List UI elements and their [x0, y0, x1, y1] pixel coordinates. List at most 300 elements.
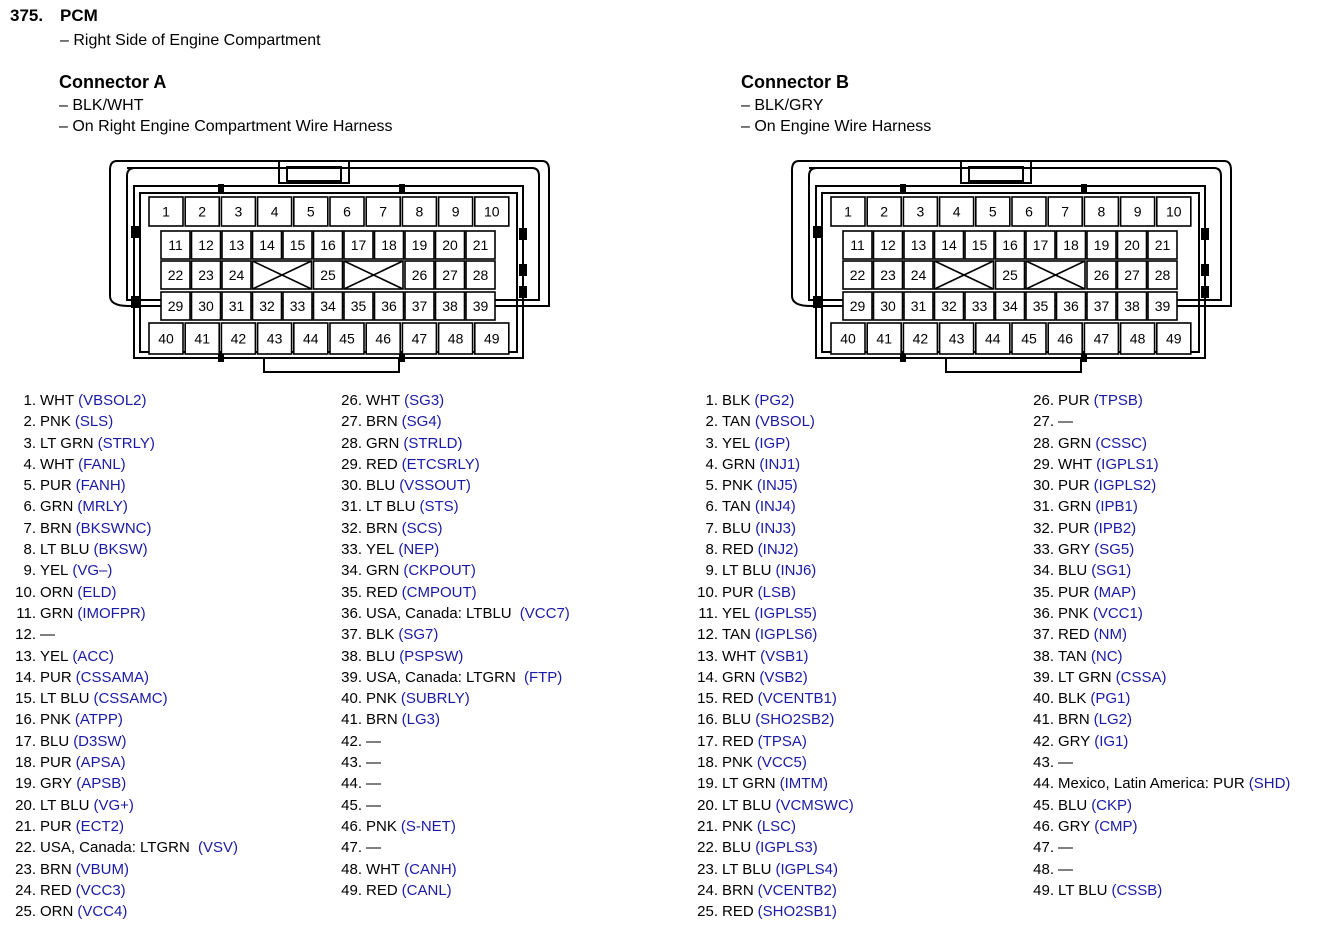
- connector-b-pin-list-left: [692, 390, 854, 922]
- wire-color: GRN: [40, 498, 74, 516]
- pin-list-item: [1028, 624, 1290, 645]
- pin-list-item: [336, 773, 570, 794]
- signal-name: (SHD): [1248, 775, 1291, 793]
- pin-number: 40.: [1033, 690, 1054, 708]
- connector-b-notch: [813, 296, 821, 308]
- pin-list-item: [1028, 539, 1290, 560]
- connector-a-cavity-number: 4: [270, 203, 279, 220]
- wire-color: PNK: [1058, 604, 1089, 622]
- connector-b-cavity-number: 3: [916, 203, 925, 220]
- wire-color: PUR: [40, 668, 72, 686]
- pin-number: 30.: [1033, 477, 1054, 495]
- pin-number: 23.: [697, 860, 718, 878]
- pin-list-item: [10, 539, 238, 560]
- pin-list-item: [10, 688, 238, 709]
- signal-name: (INJ6): [775, 562, 817, 580]
- connector-a-cavity-number: 34: [320, 298, 336, 314]
- pin-list-item: [692, 752, 854, 773]
- wire-color: RED: [1058, 626, 1090, 644]
- pin-list-item: [1028, 433, 1290, 454]
- connector-a-cavity-number: 33: [289, 298, 306, 314]
- pin-number: 30.: [341, 477, 362, 495]
- wire-color: GRY: [1058, 817, 1091, 835]
- signal-name: (NM): [1093, 626, 1127, 644]
- signal-name: (CSSA): [1115, 668, 1167, 686]
- signal-name: (ACC): [72, 647, 115, 665]
- pin-list-item: [692, 518, 854, 539]
- pin-number: 2.: [705, 413, 718, 431]
- signal-name: (SUBRLY): [400, 690, 470, 708]
- pin-number: 42.: [341, 732, 362, 750]
- pin-number: 31.: [341, 498, 362, 516]
- wire-color: BLK: [1058, 690, 1087, 708]
- pin-list-item: [336, 454, 570, 475]
- pin-number: 8.: [23, 541, 36, 559]
- signal-name: (CMPOUT): [401, 583, 477, 601]
- wire-color: BRN: [40, 860, 72, 878]
- component-location: – Right Side of Engine Compartment: [60, 32, 321, 49]
- pin-number: 16.: [15, 711, 36, 729]
- connector-b-cavity-number: 32: [941, 298, 957, 314]
- wire-color: LT BLU: [40, 690, 90, 708]
- pin-list-item: [10, 795, 238, 816]
- wire-color: LT BLU: [366, 498, 416, 516]
- pin-list-item: [692, 433, 854, 454]
- connector-b-cavity-number: 44: [985, 330, 1001, 347]
- wire-color: USA, Canada: LTGRN: [366, 668, 520, 686]
- signal-name: (VG–): [72, 562, 113, 580]
- signal-name: (FANL): [78, 455, 126, 473]
- connector-b-cavity-number: 11: [850, 237, 865, 253]
- connector-a-cavity-number: 22: [167, 267, 184, 283]
- connector-a-notch: [519, 286, 527, 298]
- wire-color: PUR: [1058, 583, 1090, 601]
- connector-b-cavity-number: 29: [849, 298, 866, 314]
- connector-a-cavity-number: 48: [447, 330, 464, 347]
- wire-color: WHT: [40, 455, 75, 473]
- pin-list-item: [336, 709, 570, 730]
- connector-a-notch: [131, 226, 139, 238]
- connector-b-notch: [1201, 228, 1209, 240]
- signal-name: (IGPLS1): [1096, 455, 1159, 473]
- connector-a-cavity-number: 30: [198, 298, 214, 314]
- pin-number: 34.: [341, 562, 362, 580]
- pin-number: 35.: [1033, 583, 1054, 601]
- connector-b-cavity-number: 13: [910, 237, 927, 253]
- wire-color: RED: [722, 541, 754, 559]
- wire-color: BLK: [366, 626, 395, 644]
- signal-name: (APSA): [75, 754, 126, 772]
- wire-color: LT GRN: [1058, 668, 1112, 686]
- pin-list-item: [336, 731, 570, 752]
- wire-color: GRN: [1058, 498, 1092, 516]
- connector-a-cavity-number: 8: [415, 203, 424, 220]
- connector-b-cavity-number: 18: [1063, 237, 1079, 253]
- connector-b-cavity-number: 22: [849, 267, 866, 283]
- connector-a-cavity-number: 25: [320, 267, 336, 283]
- pin-list-item: [10, 837, 238, 858]
- signal-name: (IGP): [754, 434, 791, 452]
- signal-name: (BKSW): [93, 541, 148, 559]
- pin-number: 1.: [23, 392, 36, 409]
- wire-color: YEL: [40, 647, 69, 665]
- pin-number: 48.: [341, 860, 362, 878]
- signal-name: (S-NET): [400, 817, 456, 835]
- pin-number: 38.: [1033, 647, 1054, 665]
- wire-color: GRY: [40, 775, 73, 793]
- signal-name: (VCENTB1): [757, 690, 837, 708]
- signal-name: (FTP): [523, 668, 563, 686]
- connector-a-cavity-number: 1: [162, 203, 170, 220]
- pin-list-item: [336, 646, 570, 667]
- signal-name: (INJ2): [757, 541, 799, 559]
- signal-name: (VCC4): [77, 903, 128, 921]
- pin-number: 40.: [341, 690, 362, 708]
- connector-a-cavity-number: 24: [228, 267, 245, 283]
- pin-number: 26.: [1033, 392, 1054, 409]
- connector-a-cavity-number: 12: [198, 237, 214, 253]
- connector-a-notch: [519, 228, 527, 240]
- pin-number: 24.: [697, 881, 718, 899]
- pin-list-item: [1028, 411, 1290, 432]
- pin-list-item: [336, 433, 570, 454]
- connector-a-cavity-number: 6: [343, 203, 351, 220]
- wire-color: YEL: [366, 541, 395, 559]
- signal-name: (INJ1): [759, 455, 801, 473]
- wire-color: BLU: [722, 519, 752, 537]
- pin-number: 22.: [697, 839, 718, 857]
- pin-list-item: [336, 837, 570, 858]
- pin-number: 46.: [341, 817, 362, 835]
- pin-list-item: [10, 709, 238, 730]
- pin-list-item: [10, 582, 238, 603]
- pin-list-item: [1028, 496, 1290, 517]
- pin-number: 33.: [1033, 541, 1054, 559]
- pin-list-item: [692, 773, 854, 794]
- connector-b-cavity-number: 10: [1166, 203, 1182, 220]
- connector-a-cavity-number: 35: [350, 298, 367, 314]
- wire-color: WHT: [1058, 455, 1093, 473]
- pin-number: 7.: [23, 519, 36, 537]
- pin-number: 10.: [697, 583, 718, 601]
- connector-b-cavity-number: 2: [880, 203, 889, 220]
- pin-number: 27.: [341, 413, 362, 431]
- wire-color: —: [366, 754, 381, 772]
- pin-number: 2.: [23, 413, 36, 431]
- pin-number: 24.: [15, 881, 36, 899]
- signal-name: (IPB1): [1095, 498, 1138, 516]
- wire-color: TAN: [722, 498, 751, 516]
- wire-color: —: [366, 839, 381, 857]
- connector-a-color: – BLK/WHT: [59, 97, 144, 114]
- wire-color: BLU: [40, 732, 70, 750]
- pin-list-item: [692, 582, 854, 603]
- connector-a-cavity-number: 28: [472, 267, 489, 283]
- pin-number: 15.: [697, 690, 718, 708]
- signal-name: (CMP): [1094, 817, 1138, 835]
- signal-name: (SCS): [401, 519, 443, 537]
- pin-number: 49.: [1033, 881, 1054, 899]
- signal-name: (IGPLS5): [754, 604, 817, 622]
- pin-number: 7.: [705, 519, 718, 537]
- connector-b-cavity-number: 38: [1124, 298, 1140, 314]
- pin-list-item: [10, 496, 238, 517]
- signal-name: (PG2): [754, 392, 795, 409]
- pin-number: 21.: [697, 817, 718, 835]
- connector-a-cavity-number: 31: [228, 298, 245, 314]
- connector-b-cavity-number: 35: [1032, 298, 1049, 314]
- pin-list-item: [1028, 475, 1290, 496]
- pin-number: 29.: [341, 455, 362, 473]
- connector-a-notch: [519, 264, 527, 276]
- pin-number: 42.: [1033, 732, 1054, 750]
- pin-list-item: [692, 688, 854, 709]
- connector-a-location: – On Right Engine Compartment Wire Harness: [59, 118, 393, 135]
- signal-name: (VCENTB2): [757, 881, 837, 899]
- pin-number: 25.: [697, 903, 718, 921]
- signal-name: (CSSAMA): [75, 668, 150, 686]
- connector-b-cavity-number: 27: [1124, 267, 1140, 283]
- signal-name: (CANL): [401, 881, 452, 899]
- pin-list-item: [10, 859, 238, 880]
- connector-a-cavity-number: 13: [228, 237, 245, 253]
- signal-name: (PSPSW): [399, 647, 464, 665]
- pin-list-item: [692, 496, 854, 517]
- wire-color: BRN: [366, 413, 398, 431]
- pin-list-item: [692, 390, 854, 411]
- pin-number: 17.: [15, 732, 36, 750]
- pin-number: 9.: [23, 562, 36, 580]
- signal-name: (INJ4): [754, 498, 796, 516]
- pin-list-item: [692, 837, 854, 858]
- pin-number: 46.: [1033, 817, 1054, 835]
- connector-a-cavity-number: 49: [484, 330, 500, 347]
- connector-a-cavity-number: 36: [381, 298, 397, 314]
- signal-name: (INJ5): [756, 477, 798, 495]
- wire-color: LT BLU: [40, 541, 90, 559]
- pin-number: 4.: [705, 455, 718, 473]
- connector-a-cavity-number: 46: [375, 330, 391, 347]
- wire-color: YEL: [722, 434, 751, 452]
- pin-list-item: [10, 773, 238, 794]
- wire-color: PNK: [366, 690, 397, 708]
- connector-b-cavity-number: 14: [941, 237, 957, 253]
- pin-list-item: [336, 688, 570, 709]
- pin-list-item: [336, 795, 570, 816]
- connector-a-key: [399, 184, 405, 192]
- pin-list-item: [336, 624, 570, 645]
- connector-b-cavity-number: 48: [1129, 330, 1146, 347]
- signal-name: (VBSOL): [754, 413, 815, 431]
- pin-list-item: [692, 624, 854, 645]
- pin-list-item: [692, 667, 854, 688]
- wire-color: GRN: [40, 604, 74, 622]
- wire-color: GRN: [366, 562, 400, 580]
- pin-number: 14.: [15, 668, 36, 686]
- pin-number: 35.: [341, 583, 362, 601]
- pin-number: 43.: [341, 754, 362, 772]
- pin-list-item: [1028, 859, 1290, 880]
- pin-number: 18.: [697, 754, 718, 772]
- wire-color: YEL: [40, 562, 69, 580]
- pin-number: 45.: [341, 796, 362, 814]
- pin-number: 44.: [1033, 775, 1054, 793]
- wire-color: Mexico, Latin America: PUR: [1058, 775, 1245, 793]
- connector-b-cavity-number: 9: [1133, 203, 1142, 220]
- pin-list-item: [10, 454, 238, 475]
- pin-list-item: [692, 859, 854, 880]
- pin-number: 37.: [1033, 626, 1054, 644]
- pin-list-item: [1028, 731, 1290, 752]
- signal-name: (IPB2): [1093, 519, 1137, 537]
- connector-b-title: Connector B: [741, 72, 849, 92]
- signal-name: (CSSC): [1095, 434, 1148, 452]
- pin-list-item: [10, 603, 238, 624]
- pin-number: 33.: [341, 541, 362, 559]
- signal-name: (TPSB): [1093, 392, 1143, 409]
- pin-list-item: [10, 518, 238, 539]
- signal-name: (FANH): [75, 477, 126, 495]
- pin-number: 29.: [1033, 455, 1054, 473]
- signal-name: (LSC): [756, 817, 797, 835]
- pin-list-item: [10, 390, 238, 411]
- connector-a-cavity-number: 41: [194, 330, 210, 347]
- pin-list-item: [1028, 816, 1290, 837]
- signal-name: (IGPLS4): [775, 860, 838, 878]
- connector-a-cavity-number: 23: [198, 267, 214, 283]
- pin-number: 25.: [15, 903, 36, 921]
- connector-a-cavity-number: 45: [339, 330, 355, 347]
- signal-name: (APSB): [76, 775, 127, 793]
- signal-name: (STRLD): [403, 434, 463, 452]
- signal-name: (VCC5): [756, 754, 807, 772]
- connector-b-cavity-number: 17: [1032, 237, 1049, 253]
- wire-color: GRN: [722, 455, 756, 473]
- pin-list-item: [10, 475, 238, 496]
- signal-name: (LG3): [401, 711, 441, 729]
- signal-name: (ATPP): [74, 711, 123, 729]
- connector-b-cavity-number: 41: [876, 330, 892, 347]
- connector-a-latch-inner: [287, 167, 341, 181]
- connector-b-face-view: [789, 156, 1234, 376]
- connector-a-cavity-number: 7: [379, 203, 388, 220]
- pin-list-item: [692, 731, 854, 752]
- wire-color: BLK: [722, 392, 751, 409]
- signal-name: (VSSOUT): [399, 477, 471, 495]
- pin-list-item: [1028, 880, 1290, 901]
- pin-number: 3.: [705, 434, 718, 452]
- pin-list-item: [692, 454, 854, 475]
- pin-number: 11.: [16, 604, 36, 622]
- pin-number: 31.: [1033, 498, 1054, 516]
- pin-number: 16.: [697, 711, 718, 729]
- connector-a-cavity-number: 19: [411, 237, 428, 253]
- wire-color: ORN: [40, 583, 74, 601]
- wire-color: PUR: [40, 477, 72, 495]
- wire-color: RED: [366, 583, 398, 601]
- wire-color: BLU: [1058, 562, 1088, 580]
- connector-b-cavity-number: 7: [1061, 203, 1070, 220]
- pin-list-item: [692, 646, 854, 667]
- pin-number: 4.: [23, 455, 36, 473]
- signal-name: (VBSOL2): [78, 392, 147, 409]
- connector-a-cavity-number: 27: [442, 267, 458, 283]
- wire-color: RED: [722, 903, 754, 921]
- wire-color: GRY: [1058, 732, 1091, 750]
- signal-name: (ECT2): [75, 817, 125, 835]
- pin-number: 32.: [1033, 519, 1054, 537]
- signal-name: (ETCSRLY): [401, 455, 480, 473]
- pin-number: 6.: [23, 498, 36, 516]
- pin-number: 9.: [705, 562, 718, 580]
- connector-a-cavity-number: 44: [303, 330, 319, 347]
- connector-b-cavity-number: 46: [1057, 330, 1073, 347]
- connector-b-latch: [961, 161, 1031, 183]
- wire-color: —: [1058, 413, 1073, 431]
- connector-a-bottom-tab: [264, 358, 399, 372]
- pin-number: 36.: [341, 604, 362, 622]
- wire-color: RED: [722, 732, 754, 750]
- connector-b-cavity-number: 16: [1002, 237, 1018, 253]
- signal-name: (LSB): [757, 583, 797, 601]
- signal-name: (PG1): [1090, 690, 1131, 708]
- wire-color: LT GRN: [40, 434, 94, 452]
- wire-color: PUR: [40, 817, 72, 835]
- signal-name: (MAP): [1093, 583, 1137, 601]
- wire-color: LT BLU: [722, 562, 772, 580]
- pin-number: 12.: [15, 626, 36, 644]
- connector-b-cavity-number: 30: [880, 298, 896, 314]
- pin-list-item: [1028, 837, 1290, 858]
- pin-number: 15.: [15, 690, 36, 708]
- connector-b-cavity-number: 37: [1093, 298, 1110, 314]
- pin-number: 37.: [341, 626, 362, 644]
- signal-name: (ELD): [77, 583, 117, 601]
- wire-color: GRN: [366, 434, 400, 452]
- signal-name: (SHO2SB2): [755, 711, 835, 729]
- wire-color: USA, Canada: LTBLU: [366, 604, 516, 622]
- pin-number: 3.: [23, 434, 36, 452]
- diagram-number: 375.: [10, 6, 44, 25]
- connector-a-cavity-number: 18: [381, 237, 397, 253]
- wire-color: PUR: [40, 754, 72, 772]
- wire-color: —: [366, 775, 381, 793]
- signal-name: (D3SW): [73, 732, 127, 750]
- connector-a-latch: [279, 161, 349, 183]
- signal-name: (NEP): [398, 541, 440, 559]
- pin-list-item: [10, 731, 238, 752]
- wire-color: PUR: [1058, 392, 1090, 409]
- pin-list-item: [336, 518, 570, 539]
- connector-b-cavity-number: 26: [1093, 267, 1110, 283]
- connector-b-notch: [1201, 264, 1209, 276]
- pin-list-item: [336, 880, 570, 901]
- wire-color: LT BLU: [1058, 881, 1108, 899]
- connector-b-cavity-number: 40: [840, 330, 856, 347]
- signal-name: (SG4): [401, 413, 442, 431]
- pin-number: 44.: [341, 775, 362, 793]
- pin-list-item: [336, 390, 570, 411]
- pin-list-item: [1028, 582, 1290, 603]
- pin-list-item: [1028, 752, 1290, 773]
- pin-list-item: [10, 752, 238, 773]
- pin-list-item: [1028, 667, 1290, 688]
- pin-number: 22.: [15, 839, 36, 857]
- pin-number: 6.: [705, 498, 718, 516]
- connector-a-cavity-number: 17: [350, 237, 367, 253]
- pin-list-item: [1028, 560, 1290, 581]
- signal-name: (SG3): [404, 392, 445, 409]
